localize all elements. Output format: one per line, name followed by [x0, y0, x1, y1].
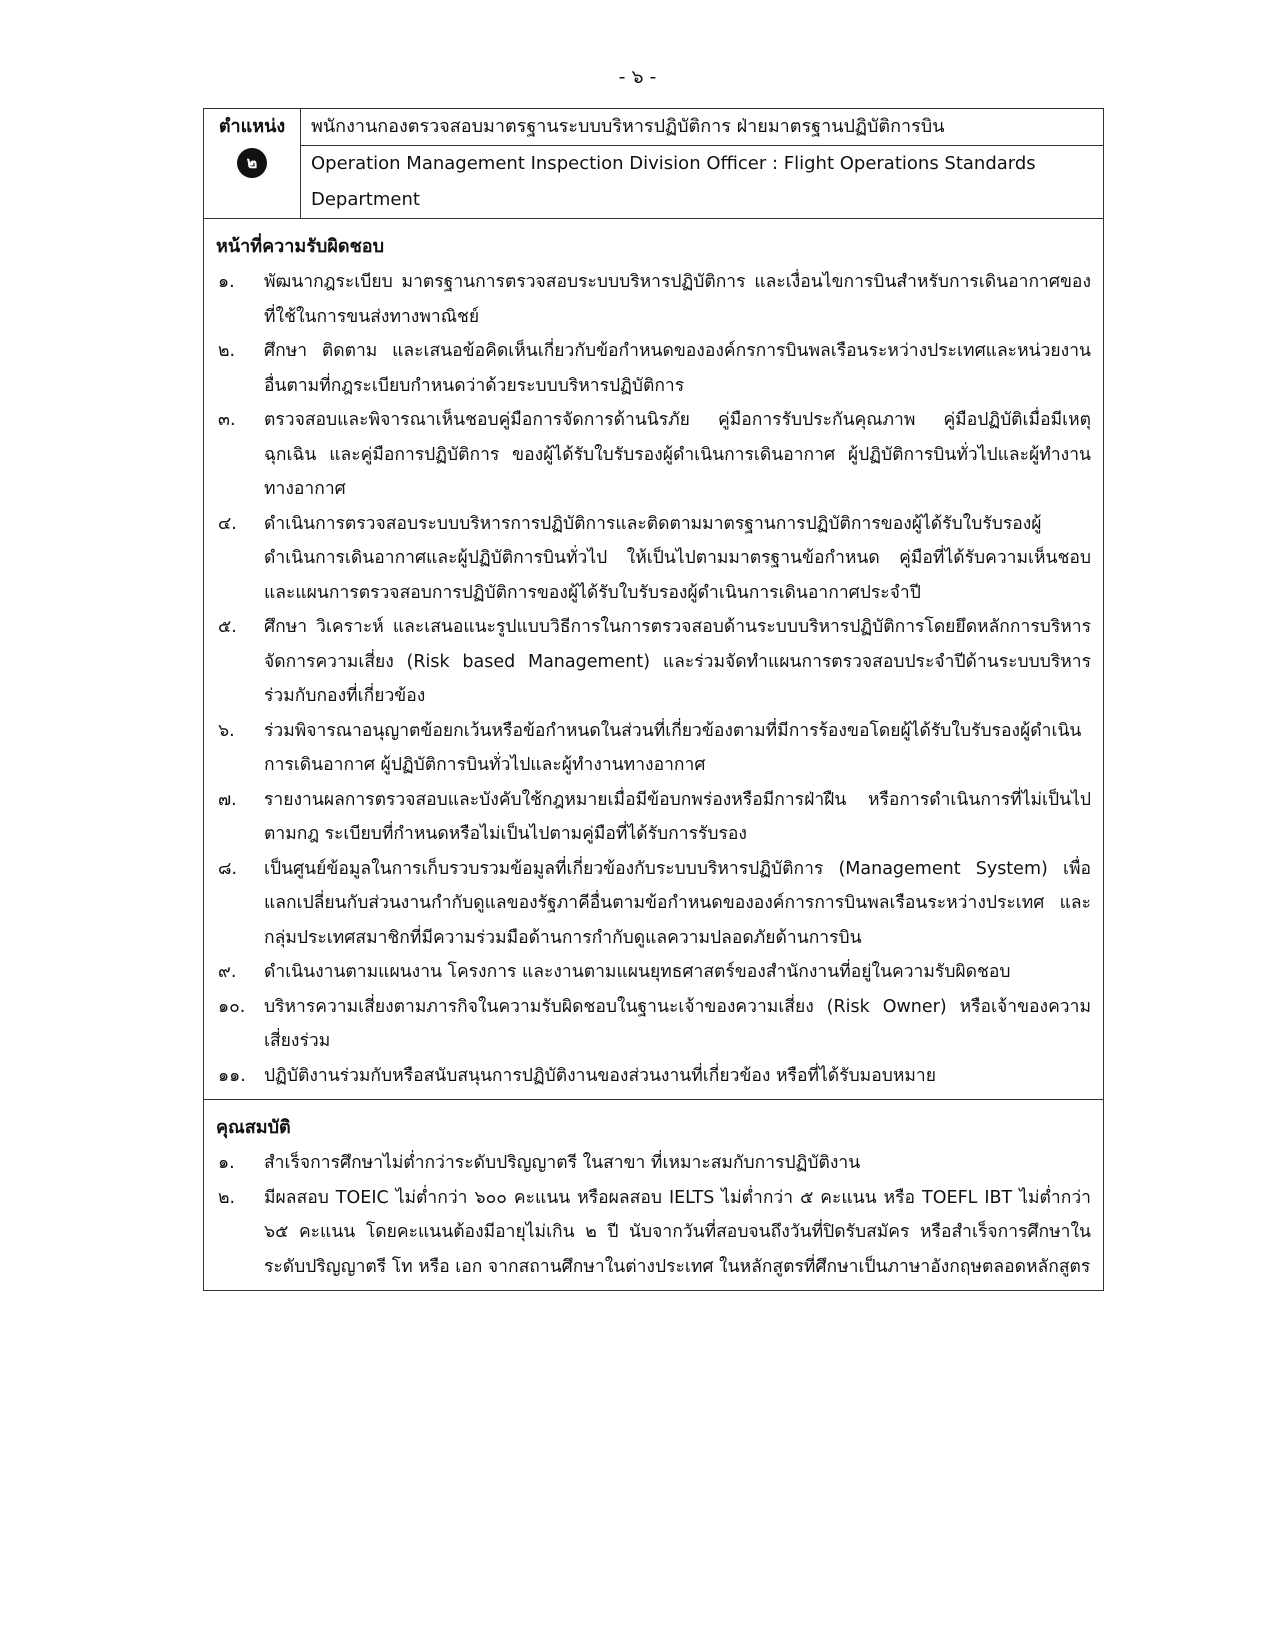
list-item: [216, 955, 1091, 990]
list-item: [216, 714, 1091, 783]
item-text: ดำเนินการตรวจสอบระบบบริหารการปฏิบัติการและติดตามมาตรฐานการปฏิบัติการของผู้ได้รับใบรับรองผู้ดำเนินการเดินอากาศและผู้ปฏิบัติการบินทั่วไป ให้เป็นไปตามมาตรฐานข้อกำหนด คู่มือที่ได้รับความเห็นชอบและแผนการตรวจสอบการปฏิบัติการของผู้ได้รับใบรับรองผู้ดำเนินการเดินอากาศประจำปี: [264, 513, 1091, 603]
item-text: เป็นศูนย์ข้อมูลในการเก็บรวบรวมข้อมูลที่เกี่ยวข้องกับระบบบริหารปฏิบัติการ (Management System) เพื่อแลกเปลี่ยนกับส่วนงานกำกับดูแลของรัฐภาคีอื่นตามข้อกำหนดขององค์การการบินพลเรือนระหว่างประเทศ และกลุ่มประเทศสมาชิกที่มีความร่วมมือด้านการกำกับดูแลความปลอดภัยด้านการบิน: [264, 858, 1091, 948]
list-item: [216, 1146, 1091, 1181]
list-item: [216, 852, 1091, 956]
list-item: [216, 334, 1091, 403]
item-text: มีผลสอบ TOEIC ไม่ต่ำกว่า ๖๐๐ คะแนน หรือผลสอบ IELTS ไม่ต่ำกว่า ๕ คะแนน หรือ TOEFL IBT ไม่ต่ำกว่า ๖๕ คะแนน โดยคะแนนต้องมีอายุไม่เกิน ๒ ปี นับจากวันที่สอบจนถึงวันที่ปิดรับสมัคร หรือสำเร็จการศึกษาในระดับปริญญาตรี โท หรือ เอก จากสถานศึกษาในต่างประเทศ ในหลักสูตรที่ศึกษาเป็นภาษาอังกฤษตลอดหลักสูตร: [264, 1187, 1091, 1277]
item-text: ร่วมพิจารณาอนุญาตข้อยกเว้นหรือข้อกำหนดในส่วนที่เกี่ยวข้องตามที่มีการร้องขอโดยผู้ได้รับใบรับรองผู้ดำเนินการเดินอากาศ ผู้ปฏิบัติการบินทั่วไปและผู้ทำงานทางอากาศ: [264, 720, 1082, 775]
item-number: ๓.: [218, 410, 236, 430]
list-item: [216, 990, 1091, 1059]
position-header-table: [204, 109, 1103, 219]
position-document: [203, 108, 1104, 1291]
position-label-cell: [204, 109, 301, 218]
item-number: ๖.: [218, 720, 235, 741]
item-text: ศึกษา วิเคราะห์ และเสนอแนะรูปแบบวิธีการในการตรวจสอบด้านระบบบริหารปฏิบัติการโดยยึดหลักการบริหารจัดการความเสี่ยง (Risk based Management) และร่วมจัดทำแผนการตรวจสอบประจำปีด้านระบบบริหารร่วมกับกองที่เกี่ยวข้อง: [264, 617, 1091, 706]
position-label: ตำแหน่ง: [218, 116, 286, 137]
item-number: ๒.: [218, 341, 236, 361]
list-item: [216, 403, 1091, 507]
item-number: ๕.: [218, 617, 237, 637]
list-item: [216, 610, 1091, 714]
list-item: [216, 1181, 1091, 1285]
position-title-en: Operation Management Inspection Division Officer : Flight Operations Standards Department: [311, 153, 1036, 210]
item-number: ๑๐.: [218, 996, 246, 1017]
list-item: [216, 783, 1091, 852]
item-number: ๑๑.: [218, 1065, 246, 1086]
item-number: ๙.: [218, 962, 237, 982]
item-text: ปฏิบัติงานร่วมกับหรือสนับสนุนการปฏิบัติงานของส่วนงานที่เกี่ยวข้อง หรือที่ได้รับมอบหมาย: [264, 1065, 936, 1086]
responsibilities-section: [204, 219, 1103, 1099]
item-number: ๗.: [218, 789, 237, 810]
item-text: ดำเนินงานตามแผนงาน โครงการ และงานตามแผนยุทธศาสตร์ของสำนักงานที่อยู่ในความรับผิดชอบ: [264, 962, 1011, 982]
position-number-badge: ๒: [237, 148, 267, 178]
position-title-cell: [301, 109, 1103, 218]
list-item: [216, 1059, 1091, 1094]
item-number: ๑.: [218, 272, 235, 292]
item-text: พัฒนากฎระเบียบ มาตรฐานการตรวจสอบระบบบริหารปฏิบัติการ และเงื่อนไขการบินสำหรับการเดินอากาศของที่ใช้ในการขนส่งทางพาณิชย์: [264, 272, 1091, 327]
item-text: บริหารความเสี่ยงตามภารกิจในความรับผิดชอบในฐานะเจ้าของความเสี่ยง (Risk Owner) หรือเจ้าของความเสี่ยงร่วม: [264, 996, 1091, 1051]
item-text: สำเร็จการศึกษาไม่ต่ำกว่าระดับปริญญาตรี ในสาขา ที่เหมาะสมกับการปฏิบัติงาน: [264, 1153, 861, 1173]
page-number: - ๖ -: [618, 66, 657, 88]
item-number: ๘.: [218, 858, 238, 879]
item-text: ศึกษา ติดตาม และเสนอข้อคิดเห็นเกี่ยวกับข้อกำหนดขององค์กรการบินพลเรือนระหว่างประเทศและหน่วยงานอื่นตามที่กฎระเบียบกำหนดว่าด้วยระบบบริหารปฏิบัติการ: [264, 341, 1091, 396]
qualifications-heading: คุณสมบัติ: [216, 1117, 291, 1138]
item-number: ๒.: [218, 1187, 236, 1208]
position-title-th: พนักงานกองตรวจสอบมาตรฐานระบบบริหารปฏิบัติการ ฝ่ายมาตรฐานปฏิบัติการบิน: [301, 109, 1103, 146]
list-item: [216, 507, 1091, 611]
item-number: ๑.: [218, 1153, 235, 1173]
item-text: รายงานผลการตรวจสอบและบังคับใช้กฎหมายเมื่อมีข้อบกพร่องหรือมีการฝ่าฝืน หรือการดำเนินการที่ไม่เป็นไปตามกฎ ระเบียบที่กำหนดหรือไม่เป็นไปตามคู่มือที่ได้รับการรับรอง: [264, 789, 1091, 844]
item-text: ตรวจสอบและพิจารณาเห็นชอบคู่มือการจัดการด้านนิรภัย คู่มือการรับประกันคุณภาพ คู่มือปฏิบัติเมื่อมีเหตุฉุกเฉิน และคู่มือการปฏิบัติการ ของผู้ได้รับใบรับรองผู้ดำเนินการเดินอากาศ ผู้ปฏิบัติการบินทั่วไปและผู้ทำงานทางอากาศ: [264, 410, 1091, 499]
list-item: [216, 265, 1091, 334]
item-number: ๔.: [218, 513, 237, 534]
responsibilities-heading: หน้าที่ความรับผิดชอบ: [216, 236, 385, 257]
qualifications-section: [204, 1099, 1103, 1290]
